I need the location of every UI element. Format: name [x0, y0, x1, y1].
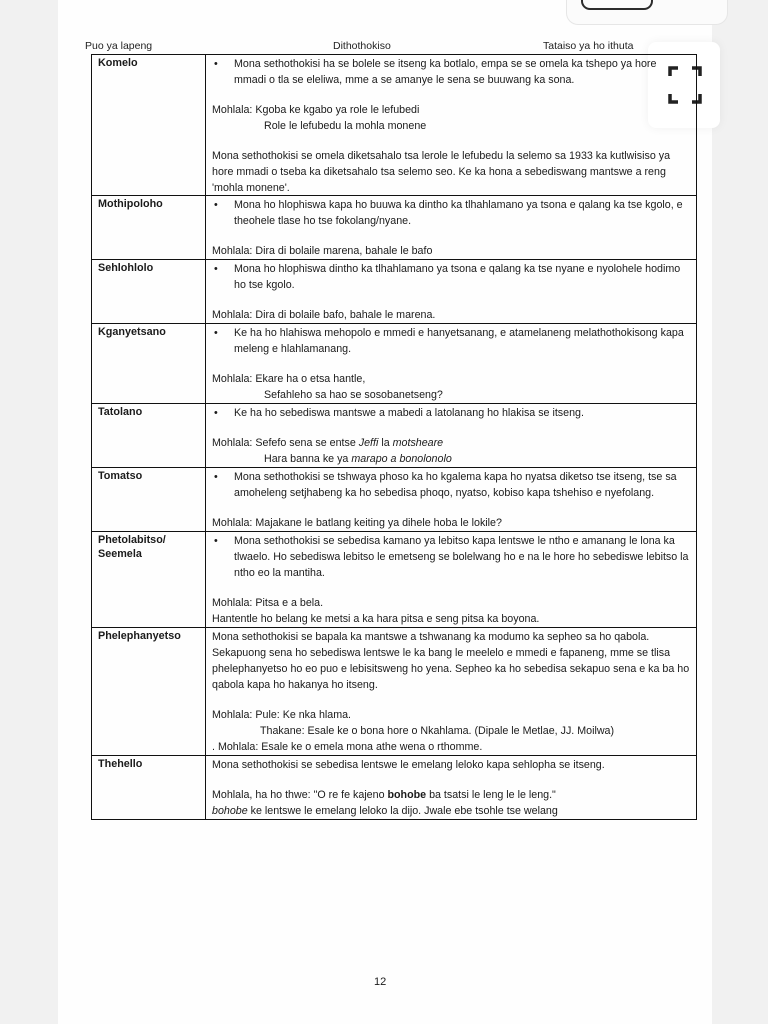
term-mothipoloho: Mothipoloho	[92, 196, 206, 260]
example-line: Mohlala: Dira di bolaile marena, bahale le bafo	[212, 245, 433, 257]
example-line: Sefahleho sa hao se sosobanetseng?	[264, 389, 443, 401]
page-header	[85, 40, 685, 54]
example-emphasis: Jeffi	[358, 437, 379, 449]
definition-cell	[206, 756, 697, 820]
table-row	[92, 404, 697, 468]
definition-text: Ke ha ho hlahiswa mehopolo e mmedi e hanyetsanang, e atamelaneng melathothokisong kapa meleng e hlahlamanang.	[234, 327, 684, 355]
definition-cell: • Mona sethothokisi se sebedisa kamano ya lebitso kapa lentswe le ntho e amanang le lona ka tlwaelo. Ho sebediswa lebitso le emetseng se bolelwang ho e na le hore ho sebediswe lebitso la ntho eo la mantiha. Mohlala: Pitsa e a bela. Hantentle ho belang ke metsi a ka hara pitsa e seng pitsa ka boyona.	[206, 532, 697, 628]
example-line: Mohlala: Pitsa e a bela.	[212, 597, 324, 609]
term-phetolabitso: Phetolabitso/ Seemela	[92, 532, 206, 628]
definition-cell: • Ke ha ho hlahiswa mehopolo e mmedi e hanyetsanang, e atamelaneng melathothokisong kapa meleng e hlahlamanang. Mohlala: Ekare ha o etsa hantle, Sefahleho sa hao se sosobanetseng?	[206, 324, 697, 404]
definition-cell: • Mona sethothokisi ha se bolele se itseng ka botlalo, empa se se omela ka tshepo ya hore mmadi o tla se eleliwa, mme a se amanye le sena se buuwang ka sona. Mohlala: Kgoba ke kgabo ya role le lefubedi Role le lefubedu la mohla monene Mona sethothokisi se omela diketsahalo tsa lerole le lefubedu la selemo sa 1933 ka kutlwisiso ya hore mmadi o tseba ka diketsahalo tsa selemo seo. Ke ka hona a sebediswang mantswe a reng 'mohla monene'.	[206, 55, 697, 196]
definition-text: Mona ho hlophiswa kapa ho buuwa ka dintho ka tlhahlamano ya tsona e qalang ka tse kgolo, e theohele tlase ho tse fokolang/nyane.	[234, 199, 683, 227]
example-line	[212, 451, 690, 467]
table-row	[92, 55, 697, 196]
example-text: ba tsatsi le leng le le leng."	[426, 789, 556, 801]
header-right: Tataiso ya ho ithuta	[543, 40, 634, 52]
example-text: Mohlala: Sefefo sena se entse	[212, 437, 359, 449]
definition-text: Mona sethothokisi se sebedisa kamano ya lebitso kapa lentswe le ntho e amanang le lona ka tlwaelo. Ho sebediswa lebitso le emetseng se bolelwang ho e na le hore ho sebediswe lebitso la ntho eo la mantiha.	[234, 535, 689, 579]
definition-text: Ke ha ho sebediswa mantswe a mabedi a latolanang ho hlakisa se itseng.	[234, 407, 584, 419]
example-line: Mohlala: Ekare ha o etsa hantle,	[212, 373, 366, 385]
example-text: Hara banna ke ya	[264, 453, 352, 465]
definition-cell: • Mona sethothokisi se tshwaya phoso ka ho kgalema kapa ho nyatsa diketso tse itseng, tse sa amoheleng setjhabeng ka ho sebedisa phoqo, nyatso, kobiso kapa tshehiso e nyefolang. Mohlala: Majakane le batlang keiting ya dihele hoba le lokile?	[206, 468, 697, 532]
example-line: Role le lefubedu la mohla monene	[264, 120, 427, 132]
table-row	[92, 260, 697, 324]
example-line: Mohlala: Majakane le batlang keiting ya dihele hoba le lokile?	[212, 517, 502, 529]
example-line: . Mohlala: Esale ke o emela mona athe wena o rthomme.	[212, 741, 483, 753]
definition-text: Mona sethothokisi se tshwaya phoso ka ho kgalema kapa ho nyatsa diketso tse itseng, tse sa amoheleng setjhabeng ka ho sebedisa phoqo, nyatso, kobiso kapa tshehiso e nyefolang.	[234, 471, 677, 499]
header-center: Dithothokiso	[333, 40, 391, 52]
term-tomatso: Tomatso	[92, 468, 206, 532]
table-row	[92, 324, 697, 404]
page-number: 12	[374, 976, 387, 988]
example-line: Mohlala: Pule: Ke nka hlama.	[212, 709, 352, 721]
explanation-text: Mona sethothokisi se omela diketsahalo tsa lerole le lefubedu la selemo sa 1933 ka kutlwisiso ya hore mmadi o tseba ka diketsahalo tsa selemo seo. Ke ka hona a sebediswang mantswe a reng 'mohla monene'.	[212, 150, 671, 194]
example-line	[212, 787, 690, 803]
table-row	[92, 196, 697, 260]
top-toolbar-frame	[566, 0, 728, 25]
figures-of-speech-table	[91, 54, 697, 820]
table-row	[92, 468, 697, 532]
table-row	[92, 532, 697, 628]
term-kganyetsano: Kganyetsano	[92, 324, 206, 404]
definition-text: Mona sethothokisi ha se bolele se itseng ka botlalo, empa se se omela ka tshepo ya hore mmadi o tla se eleliwa, mme a se amanye le sena se buuwang ka sona.	[234, 58, 657, 86]
definition-cell: • Mona ho hlophiswa dintho ka tlhahlamano ya tsona e qalang ka tse nyane e nyolohele hodimo ho tse kgolo. Mohlala: Dira di bolaile bafo, bahale le marena.	[206, 260, 697, 324]
example-emphasis: bohobe	[212, 805, 248, 817]
example-emphasis: bohobe	[387, 789, 427, 801]
example-line: Mohlala: Kgoba ke kgabo ya role le lefubedi	[212, 104, 420, 116]
example-line	[212, 435, 690, 451]
term-sehlohlolo: Sehlohlolo	[92, 260, 206, 324]
definition-text: Mona sethothokisi se bapala ka mantswe a tshwanang ka modumo ka sepheo sa ho qabola. Sekapuong sena ho sebediswa lentswe le ka bang le meelelo e mmedi e fapaneng, mme se tlisa phelephanyetso ho eo puo e lebisitsweng ho yena. Sepheo ka ho sebedisa sekapuo sena e ka ba ho qabola kapa ho hakanya ho itseng.	[212, 631, 690, 691]
definition-cell: • Ke ha ho sebediswa mantswe a mabedi a latolanang ho hlakisa se itseng. Mohlala: Sefefo sena se entse Jeffi la motsheare Hara banna ke ya marapo a bonolonolo	[206, 404, 697, 468]
term-tatolano: Tatolano	[92, 404, 206, 468]
example-emphasis: marapo a bonolonolo	[351, 453, 452, 465]
explanation-text: Hantentle ho belang ke metsi a ka hara pitsa e seng pitsa ka boyona.	[212, 613, 540, 625]
example-text: ke lentswe le emelang leloko la dijo. Jwale ebe tsohle tse welang	[247, 805, 558, 817]
definition-cell	[206, 628, 697, 756]
example-line: Mohlala: Dira di bolaile bafo, bahale le marena.	[212, 309, 436, 321]
example-text: la	[378, 437, 393, 449]
definition-cell: • Mona ho hlophiswa kapa ho buuwa ka dintho ka tlhahlamano ya tsona e qalang ka tse kgolo, e theohele tlase ho tse fokolang/nyane. Mohlala: Dira di bolaile marena, bahale le bafo	[206, 196, 697, 260]
table-row	[92, 628, 697, 756]
term-phelephanyetso: Phelephanyetso	[92, 628, 206, 756]
definition-text: Mona sethothokisi se sebedisa lentswe le emelang leloko kapa sehlopha se itseng.	[212, 759, 605, 771]
example-line	[212, 803, 690, 819]
term-thehello: Thehello	[92, 756, 206, 820]
definition-text: Mona ho hlophiswa dintho ka tlhahlamano ya tsona e qalang ka tse nyane e nyolohele hodimo ho tse kgolo.	[234, 263, 681, 291]
term-komelo: Komelo	[92, 55, 206, 196]
header-left: Puo ya lapeng	[85, 40, 153, 52]
table-row	[92, 756, 697, 820]
example-line: Thakane: Esale ke o bona hore o Nkahlama. (Dipale le Metlae, JJ. Moilwa)	[260, 725, 615, 737]
example-text: Mohlala, ha ho thwe: "O re fe kajeno	[212, 789, 388, 801]
example-emphasis: motsheare	[392, 437, 444, 449]
